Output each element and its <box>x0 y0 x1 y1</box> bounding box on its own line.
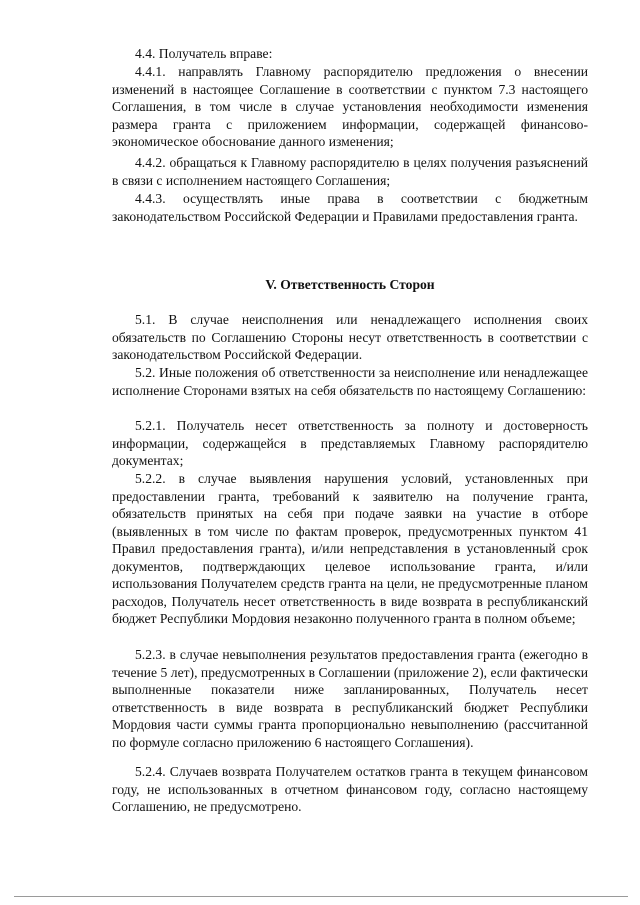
paragraph-5-2: 5.2. Иные положения об ответственности за неисполнение или ненадлежащее исполнение Сторонами взятых на себя обязательств по настоящему Соглашению: <box>112 365 588 398</box>
paragraph-5-2-1: 5.2.1. Получатель несет ответственность за полноту и достоверность информации, содержащейся в представляемых Главному распорядителю документах; <box>112 418 588 468</box>
paragraph-4-4-2: 4.4.2. обращаться к Главному распорядителю в целях получения разъяснений в связи с исполнением настоящего Соглашения; <box>112 155 588 188</box>
paragraph-4-4-1: 4.4.1. направлять Главному распорядителю предложения о внесении изменений в настоящее Соглашение в соответствии с пунктом 7.3 настоящего Соглашения, в том числе в случае установления необходимости изменения размера гранта с приложением информации, содержащей финансово-экономическое обоснование данного изменения; <box>112 64 588 149</box>
paragraph-4-4-3: 4.4.3. осуществлять иные права в соответствии с бюджетным законодательством Российской Федерации и Правилами предоставления гранта. <box>112 191 588 224</box>
paragraph-5-2-2: 5.2.2. в случае выявления нарушения условий, установленных при предоставлении гранта, требований к заявителю на получение гранта, обязательств принятых на себя при подаче заявки на участие в отборе (выявленных в том числе по фактам проверок, предусмотренных пунктом 41 Правил предоставления гранта), и/или непредставления в установленный срок документов, подтверждающих целевое использование гранта, и/или использования Получателем средств гранта на цели, не предусмотренные планом расходов, Получатель несет ответственность в виде возврата в республиканский бюджет Республики Мордовия незаконно полученного гранта в полном объеме; <box>112 471 588 626</box>
section-heading: V. Ответственность Сторон <box>265 277 435 292</box>
paragraph-5-2-4: 5.2.4. Случаев возврата Получателем остатков гранта в текущем финансовом году, не использованных в отчетном финансовом году, согласно настоящему Соглашению, не предусмотрено. <box>112 764 588 814</box>
paragraph-4-4: 4.4. Получатель вправе: <box>135 46 273 61</box>
page-bottom-divider <box>14 896 628 897</box>
paragraph-5-2-3: 5.2.3. в случае невыполнения результатов предоставления гранта (ежегодно в течение 5 лет), предусмотренных в Соглашении (приложение 2), если фактически выполненные показатели ниже запланированных, Получатель несет ответственность в виде возврата в республиканский бюджет Республики Мордовия части суммы гранта пропорционально невыполнению (рассчитанной по формуле согласно приложению 6 настоящего Соглашения). <box>112 647 588 750</box>
paragraph-5-1: 5.1. В случае неисполнения или ненадлежащего исполнения своих обязательств по Соглашению Стороны несут ответственность в соответствии с законодательством Российской Федерации. <box>112 312 588 362</box>
